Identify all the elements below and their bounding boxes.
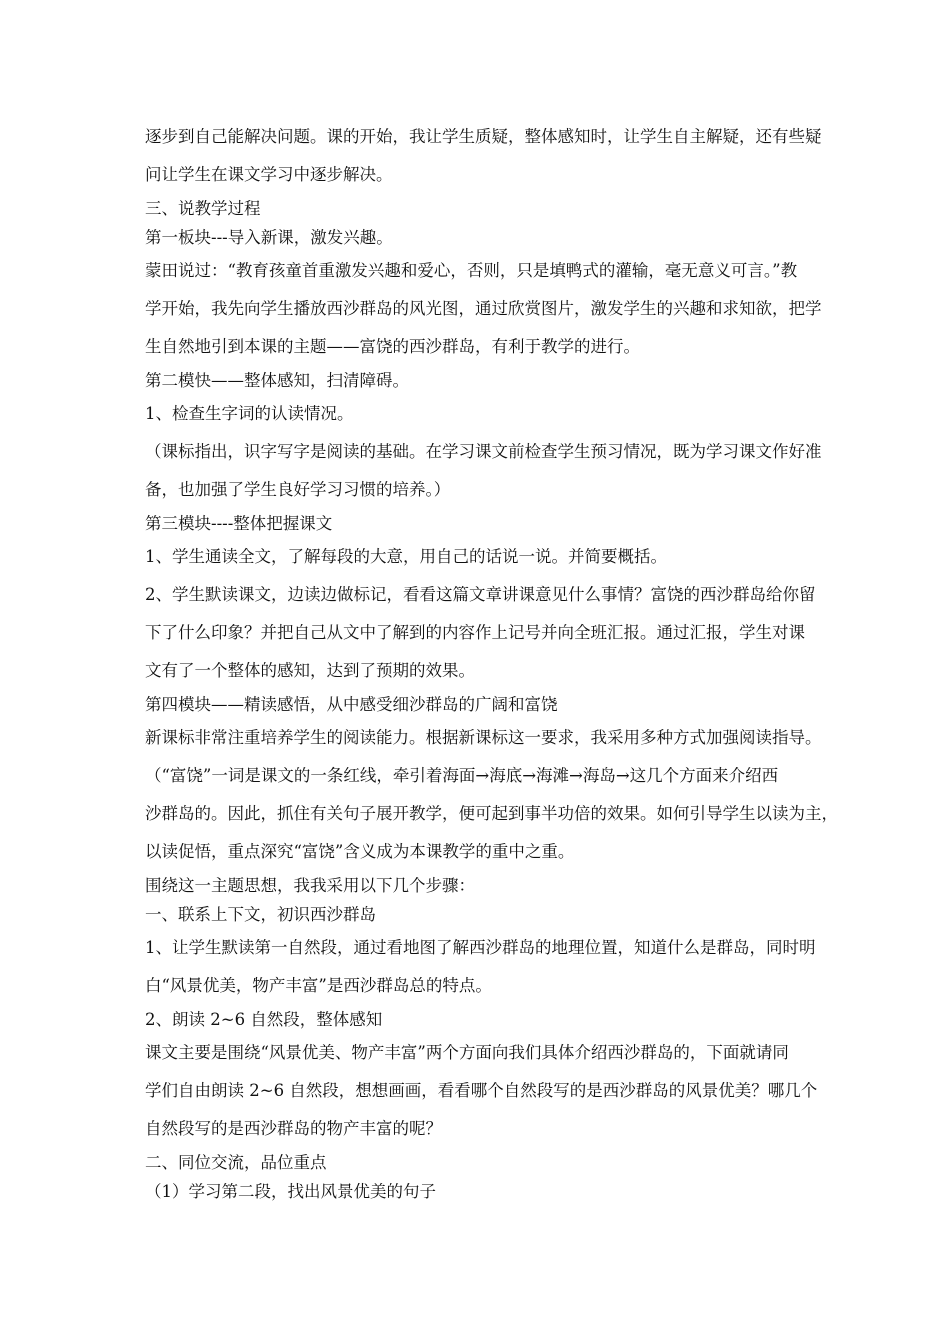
text-line: 学开始，我先向学生播放西沙群岛的风光图，通过欣赏图片，激发学生的兴趣和求知欲，把学 (145, 299, 822, 318)
section-heading (145, 690, 813, 719)
text-line: 问让学生在课文学习中逐步解决。 (145, 165, 393, 184)
text-line: 逐步到自己能解决问题。课的开始，我让学生质疑，整体感知时，让学生自主解疑，还有些疑 (145, 127, 822, 146)
section-heading (145, 1177, 813, 1206)
text-line: 文有了一个整体的感知，达到了预期的效果。 (145, 661, 475, 680)
text-line: 学们自由朗读 2~6 自然段，想想画画，看看哪个自然段写的是西沙群岛的风景优美？哪几个 (145, 1081, 818, 1100)
paragraph (145, 1034, 818, 1148)
text-line: 下了什么印象？并把自己从文中了解到的内容作上记号并向全班汇报。通过汇报，学生对课 (145, 623, 805, 642)
section-heading (145, 194, 813, 223)
paragraph (145, 118, 822, 194)
text-line: 2、朗读 2~6 自然段，整体感知 (145, 1010, 383, 1029)
document-body (145, 118, 838, 1206)
text-line: 一、联系上下文，初识西沙群岛 (145, 905, 376, 924)
paragraph (145, 929, 816, 1005)
text-line: 白“风景优美，物产丰富”是西沙群岛总的特点。 (145, 976, 492, 995)
text-line: 三、说教学过程 (145, 199, 261, 218)
section-heading (145, 871, 813, 900)
paragraph (145, 719, 838, 871)
text-line: 新课标非常注重培养学生的阅读能力。根据新课标这一要求，我采用多种方式加强阅读指导。 (145, 728, 822, 747)
section-heading (145, 900, 813, 929)
text-line: 1、学生通读全文，了解每段的大意，用自己的话说一说。并简要概括。 (145, 547, 667, 566)
paragraph (145, 576, 816, 690)
text-line: 第三模块----整体把握课文 (145, 514, 333, 533)
section-heading (145, 1148, 813, 1177)
text-line: 二、同位交流，品位重点 (145, 1153, 327, 1172)
text-line: 生自然地引到本课的主题——富饶的西沙群岛，有利于教学的进行。 (145, 337, 640, 356)
text-line: 备，也加强了学生良好学习习惯的培养。） (145, 480, 451, 499)
text-line: 围绕这一主题思想，我我采用以下几个步骤： (145, 876, 475, 895)
text-line: 第一板块---导入新课，激发兴趣。 (145, 228, 393, 247)
section-heading (145, 1005, 813, 1034)
section-heading (145, 509, 813, 538)
document-page (145, 118, 838, 1206)
text-line: 第四模块——精读感悟，从中感受细沙群岛的广阔和富饶 (145, 695, 558, 714)
text-line: 蒙田说过：“教育孩童首重激发兴趣和爱心，否则，只是填鸭式的灌输，毫无意义可言。”教 (145, 261, 798, 280)
text-line: 2、学生默读课文，边读边做标记，看看这篇文章讲课意见什么事情？富饶的西沙群岛给你留 (145, 585, 816, 604)
paragraph (145, 395, 813, 433)
text-line: （课标指出，识字写字是阅读的基础。在学习课文前检查学生预习情况，既为学习课文作好准 (145, 442, 822, 461)
paragraph (145, 252, 822, 366)
text-line: 课文主要是围绕“风景优美、物产丰富”两个方面向我们具体介绍西沙群岛的，下面就请同 (145, 1043, 789, 1062)
text-line: 沙群岛的。因此，抓住有关句子展开教学，便可起到事半功倍的效果。如何引导学生以读为主， (145, 804, 838, 823)
paragraph (145, 538, 813, 576)
section-heading (145, 223, 813, 252)
text-line: 1、让学生默读第一自然段，通过看地图了解西沙群岛的地理位置，知道什么是群岛，同时明 (145, 938, 816, 957)
section-heading (145, 366, 813, 395)
paragraph (145, 433, 822, 509)
text-line: 1、检查生字词的认读情况。 (145, 404, 354, 423)
text-line: 自然段写的是西沙群岛的物产丰富的呢？ (145, 1119, 442, 1138)
text-line: 第二模快——整体感知，扫清障碍。 (145, 371, 409, 390)
text-line: （“富饶”一词是课文的一条红线，牵引着海面→海底→海滩→海岛→这几个方面来介绍西 (145, 766, 779, 785)
text-line: （1）学习第二段，找出风景优美的句子 (145, 1182, 436, 1201)
text-line: 以读促悟，重点深究“富饶”含义成为本课教学的重中之重。 (145, 842, 575, 861)
